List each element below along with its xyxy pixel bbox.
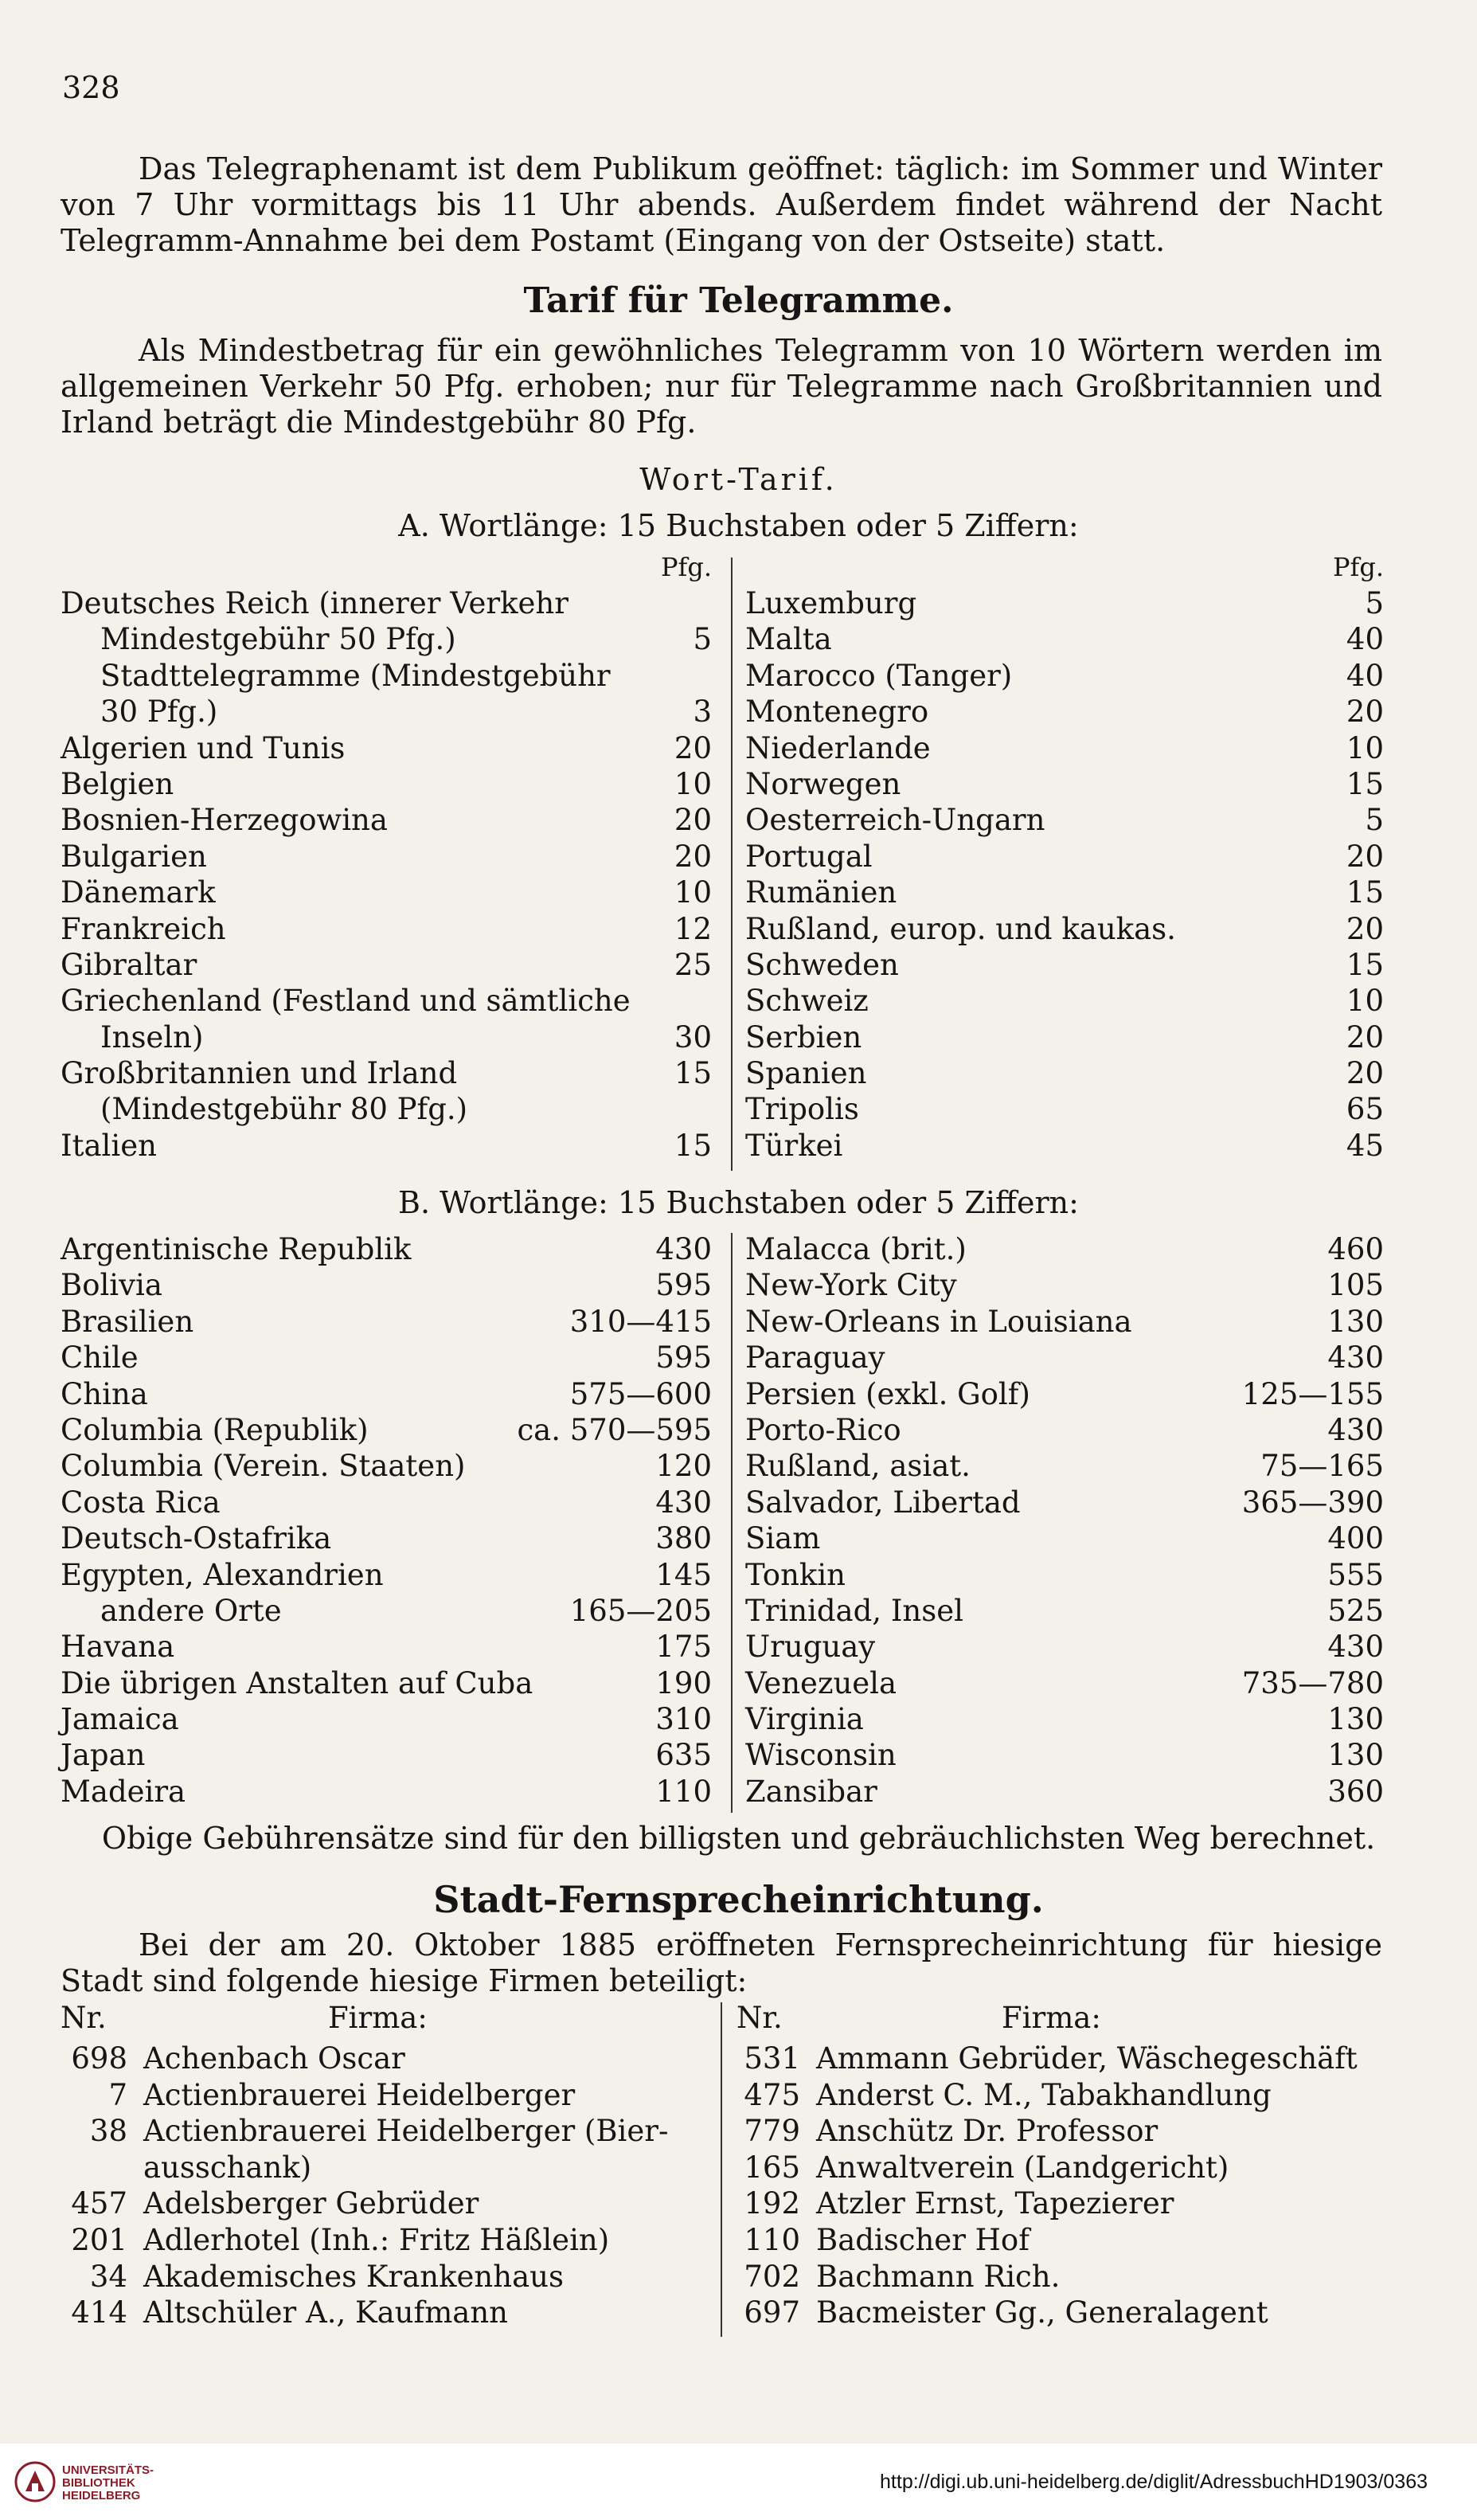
firm-row (64, 2113, 709, 2150)
price-value: 130 (1327, 1738, 1384, 1773)
price-value: 365—390 (1241, 1485, 1384, 1520)
tariff-row (61, 1665, 712, 1701)
price-value: 15 (674, 1056, 712, 1091)
firm-row (64, 2041, 709, 2077)
price-value: 400 (1327, 1521, 1384, 1556)
pfg-label: Pfg. (660, 552, 712, 582)
country-name: Rußland, europ. und kaukas. (745, 911, 1176, 946)
tariff-row (731, 1091, 1384, 1127)
tarif-text: Als Mindestbetrag für ein gewöhnliches Telegramm von 10 Wörtern werden im allgemeinen Verkehr 50 Pfg. erhoben; nur für Telegramme nach Großbritannien und Irland beträgt die Mindestgebühr 80 Pfg. (61, 333, 1382, 440)
firm-number: 34 (89, 2259, 127, 2294)
fernsprech-heading: Stadt-Fernsprecheinrichtung. (433, 1878, 1044, 1921)
library-logo-text (62, 2464, 154, 2502)
nr-header-left: Nr. (61, 2001, 107, 2035)
country-name: Portugal (745, 839, 873, 874)
country-name: (Mindestgebühr 80 Pfg.) (100, 1092, 468, 1127)
tariff-row (731, 1304, 1384, 1340)
firm-row (64, 2295, 709, 2331)
price-value: 20 (674, 839, 712, 874)
country-name: Zansibar (745, 1774, 877, 1809)
tariff-row (61, 1340, 712, 1375)
country-name: Paraguay (745, 1340, 885, 1375)
firm-name: Anwaltverein (Landgericht) (816, 2150, 1229, 2185)
tariff-row (61, 947, 712, 983)
tariff-row (61, 621, 712, 657)
country-name: Tripolis (745, 1092, 859, 1127)
price-value: 130 (1327, 1702, 1384, 1737)
country-name: Deutsches Reich (innerer Verkehr (61, 586, 569, 620)
tariff-row (731, 1737, 1384, 1773)
tariff-row (731, 802, 1384, 838)
firm-number: 201 (71, 2222, 127, 2257)
tariff-row (731, 983, 1384, 1019)
price-value: 75—165 (1260, 1449, 1384, 1484)
pfg-label: Pfg. (1332, 552, 1384, 582)
price-value: 20 (1346, 695, 1384, 730)
tariff-row (731, 1231, 1384, 1267)
country-name: Argentinische Republik (61, 1232, 412, 1266)
firm-name: ausschank) (143, 2150, 312, 2185)
tariff-row (61, 730, 712, 766)
price-value: 430 (1327, 1630, 1384, 1665)
country-name: Egypten, Alexandrien (61, 1557, 384, 1592)
price-value: 20 (1346, 839, 1384, 874)
tariff-row (61, 1055, 712, 1091)
firm-row (737, 2150, 1389, 2186)
tariff-row (731, 947, 1384, 983)
tariff-row (61, 1412, 712, 1448)
tariff-row (61, 1128, 712, 1164)
price-value: 430 (655, 1232, 712, 1266)
tariff-row (731, 1128, 1384, 1164)
country-name: Trinidad, Insel (745, 1593, 963, 1628)
tariff-row (731, 1019, 1384, 1055)
price-value: 30 (674, 1019, 712, 1055)
tariff-row (61, 658, 712, 694)
country-name: Salvador, Libertad (745, 1485, 1021, 1520)
tariff-row (61, 1629, 712, 1665)
tariff-row (61, 1376, 712, 1412)
price-value: 310 (655, 1702, 712, 1737)
firm-name: Anderst C. M., Tabakhandlung (816, 2077, 1272, 2112)
logo-line: UNIVERSITÄTS- (62, 2463, 154, 2477)
section-a-heading: A. Wortlänge: 15 Buchstaben oder 5 Ziffern: (398, 508, 1079, 543)
firms-right-list (737, 2041, 1389, 2331)
price-value: ca. 570—595 (517, 1412, 712, 1447)
tarif-paragraph (61, 333, 1382, 440)
tariff-row (731, 730, 1384, 766)
price-value: 575—600 (569, 1376, 712, 1411)
country-name: Uruguay (745, 1630, 876, 1665)
firm-row (737, 2041, 1389, 2077)
price-value: 145 (655, 1557, 712, 1592)
price-value: 105 (1327, 1268, 1384, 1303)
logo-line: BIBLIOTHEK (62, 2476, 135, 2490)
country-name: Columbia (Republik) (61, 1412, 369, 1447)
firm-number: 110 (744, 2222, 800, 2257)
tarif-note: Obige Gebührensätze sind für den billigsten und gebräuchlichsten Weg berechnet. (101, 1821, 1376, 1856)
price-value: 20 (674, 803, 712, 838)
firm-name: Bacmeister Gg., Generalagent (816, 2295, 1268, 2330)
tariff-row (731, 911, 1384, 947)
tariff-row (731, 1376, 1384, 1412)
section-b-left-column (61, 1231, 712, 1810)
tariff-row (61, 694, 712, 730)
price-value: 525 (1327, 1593, 1384, 1628)
wort-tarif-heading: Wort-Tarif. (639, 462, 838, 497)
country-name: andere Orte (100, 1593, 282, 1628)
nr-header-right: Nr. (737, 2001, 783, 2035)
country-name: Chile (61, 1340, 139, 1375)
price-value: 45 (1346, 1128, 1384, 1163)
tariff-row (731, 1448, 1384, 1484)
firm-name: Badischer Hof (816, 2222, 1030, 2257)
firm-name: Atzler Ernst, Tapezierer (816, 2186, 1174, 2221)
firm-row (64, 2077, 709, 2114)
price-value: 165—205 (569, 1593, 712, 1628)
price-value: 20 (674, 730, 712, 765)
price-value: 15 (674, 1128, 712, 1163)
firm-number: 531 (744, 2041, 800, 2076)
country-name: Schweiz (745, 984, 869, 1019)
price-value: 5 (693, 622, 712, 657)
tariff-row (731, 1593, 1384, 1629)
a-right-list (731, 585, 1384, 1164)
country-name: Marocco (Tanger) (745, 658, 1013, 693)
country-name: Luxemburg (745, 586, 917, 620)
country-name: Costa Rica (61, 1485, 221, 1520)
price-value: 460 (1327, 1232, 1384, 1266)
country-name: Bolivia (61, 1268, 162, 1303)
firm-row (64, 2185, 709, 2222)
country-name: Columbia (Verein. Staaten) (61, 1449, 466, 1484)
country-name: Türkei (745, 1128, 843, 1163)
firm-row (737, 2077, 1389, 2114)
country-name: Mindestgebühr 50 Pfg.) (100, 622, 456, 657)
country-name: Stadttelegramme (Mindestgebühr (100, 658, 611, 693)
firm-row (737, 2185, 1389, 2222)
firm-row (737, 2295, 1389, 2331)
country-name: Havana (61, 1630, 175, 1665)
country-name: Inseln) (100, 1019, 204, 1055)
country-name: Madeira (61, 1774, 186, 1809)
firm-name: Altschüler A., Kaufmann (143, 2295, 509, 2330)
country-name: Algerien und Tunis (61, 730, 346, 765)
country-name: New-York City (745, 1268, 957, 1303)
tariff-row (731, 621, 1384, 657)
tariff-row (61, 1701, 712, 1737)
section-b-heading: B. Wortlänge: 15 Buchstaben oder 5 Ziffern: (398, 1185, 1079, 1220)
tariff-row (731, 1520, 1384, 1556)
price-value: 110 (655, 1774, 712, 1809)
tariff-row (61, 1485, 712, 1520)
tariff-row (731, 1774, 1384, 1810)
firm-name: Adlerhotel (Inh.: Fritz Häßlein) (143, 2222, 610, 2257)
firm-row (64, 2222, 709, 2259)
country-name: Serbien (745, 1019, 862, 1055)
country-name: Spanien (745, 1056, 867, 1091)
price-value: 40 (1346, 622, 1384, 657)
price-value: 310—415 (569, 1304, 712, 1339)
tariff-row (61, 1557, 712, 1593)
price-value: 190 (655, 1665, 712, 1700)
firm-number: 165 (744, 2150, 800, 2185)
firm-number: 192 (744, 2186, 800, 2221)
firm-number: 702 (744, 2259, 800, 2294)
tariff-row (61, 839, 712, 875)
tariff-row (61, 911, 712, 947)
tariff-row (731, 1557, 1384, 1593)
price-value: 12 (674, 911, 712, 946)
firm-row (64, 2150, 709, 2186)
price-value: 175 (655, 1630, 712, 1665)
fernsprech-text: Bei der am 20. Oktober 1885 eröffneten Fernsprecheinrichtung für hiesige Stadt sind folgende hiesige Firmen beteiligt: (61, 1927, 1382, 1998)
price-value: 15 (1346, 947, 1384, 982)
country-name: Frankreich (61, 911, 226, 946)
tariff-row (731, 1412, 1384, 1448)
section-a-left-column (61, 550, 712, 1164)
section-a-right-column (731, 550, 1384, 1164)
firm-number: 697 (744, 2295, 800, 2330)
firm-row (737, 2259, 1389, 2295)
country-name: Großbritannien und Irland (61, 1056, 458, 1091)
country-name: Die übrigen Anstalten auf Cuba (61, 1665, 533, 1700)
logo-line: HEIDELBERG (62, 2489, 141, 2502)
price-value: 125—155 (1241, 1376, 1384, 1411)
tariff-row (61, 1267, 712, 1303)
firm-number: 7 (108, 2077, 127, 2112)
country-name: Bosnien-Herzegowina (61, 803, 388, 838)
firm-number: 414 (71, 2295, 127, 2330)
university-seal-icon (14, 2461, 56, 2502)
country-name: Jamaica (61, 1702, 179, 1737)
country-name: Griechenland (Festland und sämtliche (61, 984, 631, 1019)
firm-name: Bachmann Rich. (816, 2259, 1061, 2294)
firm-name: Akademisches Krankenhaus (143, 2259, 564, 2294)
price-value: 20 (1346, 1056, 1384, 1091)
firma-header-right: Firma: (1002, 2001, 1101, 2035)
country-name: Porto-Rico (745, 1412, 901, 1447)
tariff-row (731, 1267, 1384, 1303)
country-name: Norwegen (745, 766, 901, 801)
section-b-right-column (731, 1231, 1384, 1810)
price-value: 430 (1327, 1340, 1384, 1375)
country-name: Virginia (745, 1702, 864, 1737)
tariff-row (731, 585, 1384, 621)
country-name: Persien (exkl. Golf) (745, 1376, 1030, 1411)
country-name: Rumänien (745, 875, 897, 910)
tariff-row (61, 802, 712, 838)
intro-paragraph (61, 151, 1382, 259)
tarif-heading: Tarif für Telegramme. (523, 280, 954, 321)
a-left-list (61, 585, 712, 1164)
country-name: Malta (745, 622, 832, 657)
price-value: 15 (1346, 875, 1384, 910)
firm-name: Anschütz Dr. Professor (816, 2114, 1159, 2149)
price-value: 20 (1346, 1019, 1384, 1055)
firm-number: 475 (744, 2077, 800, 2112)
country-name: Malacca (brit.) (745, 1232, 967, 1266)
tariff-row (731, 839, 1384, 875)
tariff-row (731, 766, 1384, 802)
country-name: Brasilien (61, 1304, 194, 1339)
tariff-row (61, 1304, 712, 1340)
tariff-row (61, 1019, 712, 1055)
price-value: 5 (1365, 803, 1384, 838)
tariff-row (61, 766, 712, 802)
country-name: Venezuela (745, 1665, 897, 1700)
country-name: Siam (745, 1521, 821, 1556)
tariff-row (731, 658, 1384, 694)
price-value: 10 (1346, 730, 1384, 765)
firm-name: Achenbach Oscar (143, 2041, 405, 2076)
footer-bar (0, 2444, 1477, 2520)
country-name: New-Orleans in Louisiana (745, 1304, 1132, 1339)
firm-name: Ammann Gebrüder, Wäschegeschäft (816, 2041, 1358, 2076)
tariff-row (731, 1665, 1384, 1701)
firm-number: 779 (744, 2114, 800, 2149)
price-value: 65 (1346, 1092, 1384, 1127)
tariff-row (61, 1448, 712, 1484)
tariff-row (731, 1485, 1384, 1520)
tariff-row (731, 1701, 1384, 1737)
tariff-row (61, 1231, 712, 1267)
price-value: 120 (655, 1449, 712, 1484)
firm-row (737, 2222, 1389, 2259)
country-name: Dänemark (61, 875, 216, 910)
firm-row (64, 2259, 709, 2295)
tariff-row (61, 875, 712, 910)
country-name: Belgien (61, 766, 174, 801)
price-value: 3 (693, 695, 712, 730)
country-name: Deutsch-Ostafrika (61, 1521, 332, 1556)
firm-name: Adelsberger Gebrüder (143, 2186, 479, 2221)
tariff-row (731, 875, 1384, 910)
price-value: 15 (1346, 766, 1384, 801)
tariff-row (61, 1774, 712, 1810)
firm-number: 457 (71, 2186, 127, 2221)
firm-number: 698 (71, 2041, 127, 2076)
country-name: Tonkin (745, 1557, 846, 1592)
tariff-row (61, 1593, 712, 1629)
price-value: 380 (655, 1521, 712, 1556)
country-name: Montenegro (745, 695, 929, 730)
price-value: 555 (1327, 1557, 1384, 1592)
tariff-row (61, 1737, 712, 1773)
price-value: 595 (655, 1268, 712, 1303)
firm-name: Actienbrauerei Heidelberger (143, 2077, 576, 2112)
country-name: Bulgarien (61, 839, 207, 874)
country-name: Italien (61, 1128, 157, 1163)
country-name: Gibraltar (61, 947, 197, 982)
tariff-row (61, 585, 712, 621)
price-value: 25 (674, 947, 712, 982)
b-right-list (731, 1231, 1384, 1810)
tariff-row (731, 1055, 1384, 1091)
tariff-row (731, 1629, 1384, 1665)
firm-row (737, 2113, 1389, 2150)
price-value: 5 (1365, 586, 1384, 620)
tariff-row (61, 1520, 712, 1556)
intro-text: Das Telegraphenamt ist dem Publikum geöffnet: täglich: im Sommer und Winter von 7 Uhr vormittags bis 11 Uhr abends. Außerdem findet während der Nacht Telegramm-Annahme bei dem Postamt (Eingang von der Ostseite) statt. (61, 151, 1382, 258)
country-name: Oesterreich-Ungarn (745, 803, 1045, 838)
tariff-row (731, 694, 1384, 730)
price-value: 10 (1346, 984, 1384, 1019)
price-value: 595 (655, 1340, 712, 1375)
b-left-list (61, 1231, 712, 1810)
price-value: 430 (1327, 1412, 1384, 1447)
price-value: 430 (655, 1485, 712, 1520)
source-url-link[interactable]: http://digi.ub.uni-heidelberg.de/diglit/AdressbuchHD1903/0363 (880, 2471, 1428, 2493)
fernsprech-paragraph (61, 1927, 1382, 1999)
tariff-row (731, 1340, 1384, 1375)
price-value: 10 (674, 875, 712, 910)
tariff-row (61, 1091, 712, 1127)
firms-left-list (64, 2041, 709, 2331)
country-name: Wisconsin (745, 1738, 897, 1773)
page-number: 328 (62, 70, 120, 105)
country-name: Rußland, asiat. (745, 1449, 971, 1484)
price-value: 360 (1327, 1774, 1384, 1809)
firm-number: 38 (89, 2114, 127, 2149)
firm-name: Actienbrauerei Heidelberger (Bier- (143, 2114, 669, 2149)
country-name: Japan (61, 1738, 146, 1773)
country-name: Schweden (745, 947, 899, 982)
price-value: 20 (1346, 911, 1384, 946)
country-name: China (61, 1376, 148, 1411)
price-value: 130 (1327, 1304, 1384, 1339)
price-value: 635 (655, 1738, 712, 1773)
firma-header-left: Firma: (328, 2001, 428, 2035)
price-value: 735—780 (1241, 1665, 1384, 1700)
price-value: 10 (674, 766, 712, 801)
country-name: Niederlande (745, 730, 931, 765)
country-name: 30 Pfg.) (100, 695, 218, 730)
column-divider (721, 2002, 722, 2337)
price-value: 40 (1346, 658, 1384, 693)
tariff-row (61, 983, 712, 1019)
